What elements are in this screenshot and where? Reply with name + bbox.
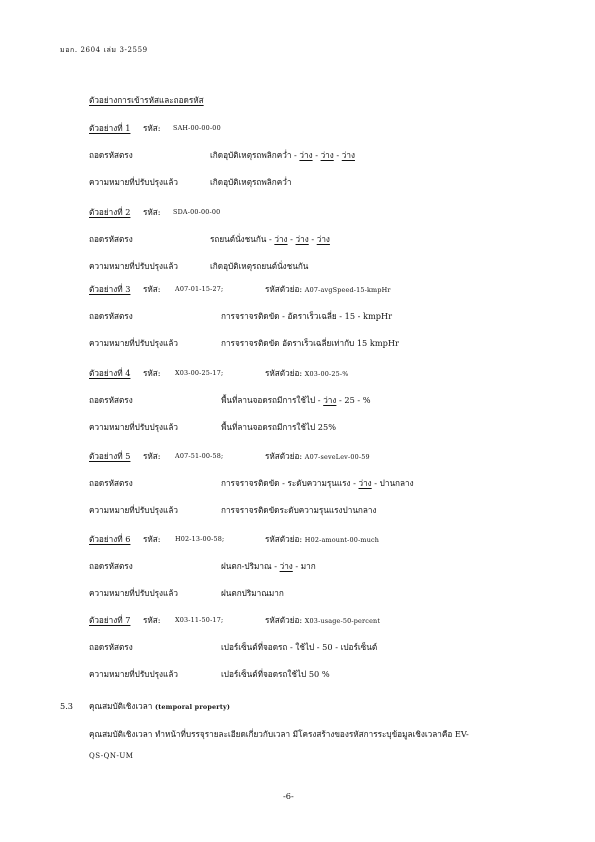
improved-meaning-label: ความหมายที่ปรับปรุงแล้ว <box>89 505 178 515</box>
improved-meaning-value: การจราจรติดขัดระดับความรุนแรงปานกลาง <box>221 505 377 515</box>
code-label: รหัส: <box>143 451 161 461</box>
decode-empty-slot: ว่าง <box>320 150 334 160</box>
decode-pre: พื้นที่ลานจอดรถมีการใช้ไป - <box>221 395 324 405</box>
direct-decode-value <box>221 396 371 404</box>
code-label: รหัส: <box>143 368 161 378</box>
code-label: รหัส: <box>143 207 161 217</box>
code-label: รหัส: <box>143 284 161 294</box>
direct-decode-label: ถอดรหัสตรง <box>89 150 133 160</box>
improved-meaning-value: การจราจรติดขัด อัตราเร็วเฉลี่ยเท่ากับ 15 kmpHr <box>221 338 399 348</box>
direct-decode-value <box>210 151 355 159</box>
direct-decode-label: ถอดรหัสตรง <box>89 478 133 488</box>
decode-post: - มาก <box>292 561 316 571</box>
improved-meaning-label: ความหมายที่ปรับปรุงแล้ว <box>89 177 178 187</box>
code-value: SDA-00-00-00 <box>173 208 221 216</box>
decode-pre: การจราจรติดขัด - อัตราเร็วเฉลี่ย - 15 - kmpHr <box>221 311 393 321</box>
direct-decode-label: ถอดรหัสตรง <box>89 561 133 571</box>
improved-meaning-label: ความหมายที่ปรับปรุงแล้ว <box>89 338 178 348</box>
decode-separator: - <box>287 234 296 244</box>
direct-decode-value <box>210 235 330 243</box>
decode-separator: - <box>333 150 342 160</box>
decode-empty-slot: ว่าง <box>358 478 372 488</box>
improved-meaning-value: พื้นที่ลานจอดรถมีการใช้ไป 25% <box>221 422 337 432</box>
direct-decode-value <box>221 643 377 651</box>
direct-decode-value <box>221 312 392 320</box>
short-code-value: A07-seveLev-00-59 <box>304 453 370 461</box>
example-title: ตัวอย่างที่ 2 <box>89 207 131 217</box>
direct-decode-value <box>221 479 414 487</box>
code-value: X03-00-25-17; <box>175 369 224 377</box>
decode-separator: - <box>312 150 321 160</box>
example-title: ตัวอย่างที่ 1 <box>89 123 131 133</box>
code-value: SAH-00-00-00 <box>173 124 221 132</box>
short-code-label: รหัสตัวย่อ: <box>265 368 303 378</box>
section-number: 5.3 <box>60 701 74 711</box>
code-value: A07-51-00-58; <box>175 452 224 460</box>
improved-meaning-value: เปอร์เซ็นต์ที่จอดรถใช้ไป 50 % <box>221 669 330 679</box>
short-code-label: รหัสตัวย่อ: <box>265 451 303 461</box>
decode-post: - 25 - % <box>336 395 371 405</box>
section-heading: ตัวอย่างการเข้ารหัสและถอดรหัส <box>89 95 204 105</box>
direct-decode-label: ถอดรหัสตรง <box>89 642 133 652</box>
short-code <box>265 452 370 460</box>
section-title <box>89 702 230 710</box>
short-code-value: H02-amount-00-much <box>304 536 380 544</box>
document-code: มอก. 2604 เล่ม 3-2559 <box>60 46 148 54</box>
page-number: -6- <box>283 791 294 801</box>
improved-meaning-value: ฝนตกปริมาณมาก <box>221 588 284 598</box>
section-title-en: (temporal property) <box>154 703 231 711</box>
decode-empty-slot: ว่าง <box>279 561 293 571</box>
improved-meaning-label: ความหมายที่ปรับปรุงแล้ว <box>89 669 178 679</box>
decode-pre: รถยนต์นั่งชนกัน - <box>210 234 275 244</box>
decode-empty-slot: ว่าง <box>316 234 330 244</box>
direct-decode-label: ถอดรหัสตรง <box>89 234 133 244</box>
example-title: ตัวอย่างที่ 5 <box>89 451 131 461</box>
short-code-label: รหัสตัวย่อ: <box>265 615 303 625</box>
decode-empty-slot: ว่าง <box>323 395 337 405</box>
code-value: H02-13-00-58; <box>175 535 225 543</box>
decode-post: - ปานกลาง <box>371 478 414 488</box>
direct-decode-label: ถอดรหัสตรง <box>89 311 133 321</box>
decode-pre: การจราจรติดขัด - ระดับความรุนแรง - <box>221 478 359 488</box>
decode-empty-slot: ว่าง <box>295 234 309 244</box>
short-code-value: A07-avgSpeed-15-kmpHr <box>304 286 391 294</box>
example-title: ตัวอย่างที่ 4 <box>89 368 131 378</box>
short-code <box>265 369 349 377</box>
code-label: รหัส: <box>143 123 161 133</box>
section-body-line-1: คุณสมบัติเชิงเวลา ทำหน้าที่บรรจุรายละเอียดเกี่ยวกับเวลา มีโครงสร้างของรหัสการระบุข้อมูลเชิงเวลาคือ EV- <box>89 729 469 739</box>
decode-pre: เกิดอุบัติเหตุรถพลิกคว่ำ - <box>210 150 300 160</box>
code-value: X03-11-50-17; <box>175 616 224 624</box>
short-code-label: รหัสตัวย่อ: <box>265 284 303 294</box>
direct-decode-label: ถอดรหัสตรง <box>89 395 133 405</box>
short-code-label: รหัสตัวย่อ: <box>265 534 303 544</box>
code-value: A07-01-15-27; <box>175 285 224 293</box>
decode-empty-slot: ว่าง <box>274 234 288 244</box>
example-title: ตัวอย่างที่ 3 <box>89 284 131 294</box>
improved-meaning-value: เกิดอุบัติเหตุรถยนต์นั่งชนกัน <box>210 261 309 271</box>
example-title: ตัวอย่างที่ 7 <box>89 615 131 625</box>
decode-pre: เปอร์เซ็นต์ที่จอดรถ - ใช้ไป - 50 - เปอร์เซ็นต์ <box>221 642 378 652</box>
code-label: รหัส: <box>143 615 161 625</box>
short-code <box>265 535 379 543</box>
decode-empty-slot: ว่าง <box>341 150 355 160</box>
short-code-value: X03-00-25-% <box>304 370 349 378</box>
improved-meaning-label: ความหมายที่ปรับปรุงแล้ว <box>89 422 178 432</box>
example-title: ตัวอย่างที่ 6 <box>89 534 131 544</box>
improved-meaning-label: ความหมายที่ปรับปรุงแล้ว <box>89 588 178 598</box>
direct-decode-value <box>221 562 316 570</box>
section-body-line-2: QS-QN-UM <box>89 752 134 760</box>
short-code <box>265 616 380 624</box>
improved-meaning-label: ความหมายที่ปรับปรุงแล้ว <box>89 261 178 271</box>
decode-pre: ฝนตก-ปริมาณ - <box>221 561 280 571</box>
decode-separator: - <box>308 234 317 244</box>
improved-meaning-value: เกิดอุบัติเหตุรถพลิกคว่ำ <box>210 177 292 187</box>
short-code <box>265 285 391 293</box>
decode-empty-slot: ว่าง <box>299 150 313 160</box>
code-label: รหัส: <box>143 534 161 544</box>
section-title-thai: คุณสมบัติเชิงเวลา <box>89 701 153 711</box>
short-code-value: X03-usage-50-percent <box>304 617 381 625</box>
